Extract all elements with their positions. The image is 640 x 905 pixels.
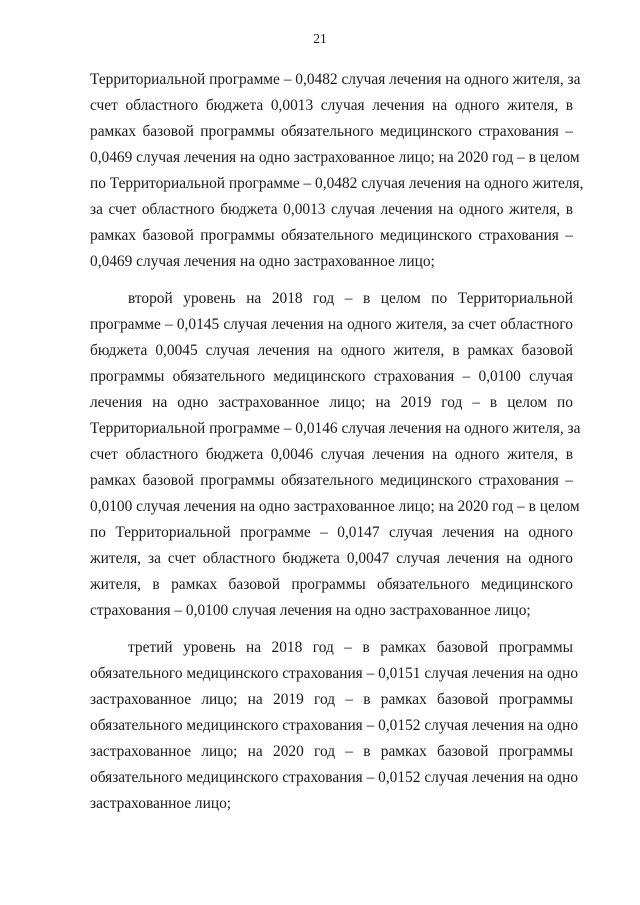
- document-body: [90, 67, 584, 828]
- text-line: 0,0100 случая лечения на одно застрахованное лицо; на 2020 год – в целом: [90, 498, 580, 515]
- text-line: счет областного бюджета 0,0013 случая лечения на одного жителя, в: [90, 97, 573, 114]
- text-line: за счет областного бюджета 0,0013 случая лечения на одного жителя, в: [90, 201, 573, 218]
- text-line: страхования – 0,0100 случая лечения на одно застрахованное лицо;: [90, 602, 531, 619]
- paragraph-2: [90, 286, 581, 624]
- text-line: лечения на одно застрахованное лицо; на 2019 год – в целом по: [90, 394, 573, 411]
- text-line: рамках базовой программы обязательного медицинского страхования –: [90, 472, 573, 489]
- paragraph-1: [90, 67, 584, 275]
- text-line: застрахованное лицо; на 2019 год – в рамках базовой программы: [90, 691, 573, 708]
- text-line: второй уровень на 2018 год – в целом по Территориальной: [128, 290, 573, 307]
- text-line: 0,0469 случая лечения на одно застрахованное лицо;: [90, 253, 435, 270]
- text-line: обязательного медицинского страхования – 0,0152 случая лечения на одно: [90, 769, 579, 786]
- text-line: застрахованное лицо;: [90, 795, 232, 812]
- text-line: жителя, в рамках базовой программы обязательного медицинского: [90, 576, 573, 593]
- text-line: счет областного бюджета 0,0046 случая лечения на одного жителя, в: [90, 446, 573, 463]
- text-line: жителя, за счет областного бюджета 0,0047 случая лечения на одного: [90, 550, 573, 567]
- text-line: обязательного медицинского страхования – 0,0151 случая лечения на одно: [90, 665, 579, 682]
- text-line: Территориальной программе – 0,0482 случая лечения на одного жителя, за: [90, 71, 581, 88]
- text-line: программе – 0,0145 случая лечения на одного жителя, за счет областного: [90, 316, 573, 333]
- text-line: 0,0469 случая лечения на одно застрахованное лицо; на 2020 год – в целом: [90, 149, 580, 166]
- text-line: рамках базовой программы обязательного медицинского страхования –: [90, 227, 573, 244]
- text-line: обязательного медицинского страхования – 0,0152 случая лечения на одно: [90, 717, 579, 734]
- paragraph-3: [90, 635, 579, 817]
- text-line: третий уровень на 2018 год – в рамках базовой программы: [128, 639, 573, 656]
- text-line: застрахованное лицо; на 2020 год – в рамках базовой программы: [90, 743, 573, 760]
- text-line: Территориальной программе – 0,0146 случая лечения на одного жителя, за: [90, 420, 581, 437]
- text-line: рамках базовой программы обязательного медицинского страхования –: [90, 123, 573, 140]
- text-line: программы обязательного медицинского страхования – 0,0100 случая: [90, 368, 573, 385]
- text-line: бюджета 0,0045 случая лечения на одного жителя, в рамках базовой: [90, 342, 573, 359]
- text-line: по Территориальной программе – 0,0482 случая лечения на одного жителя,: [90, 175, 584, 192]
- page-number: 21: [313, 31, 327, 46]
- text-line: по Территориальной программе – 0,0147 случая лечения на одного: [90, 524, 573, 541]
